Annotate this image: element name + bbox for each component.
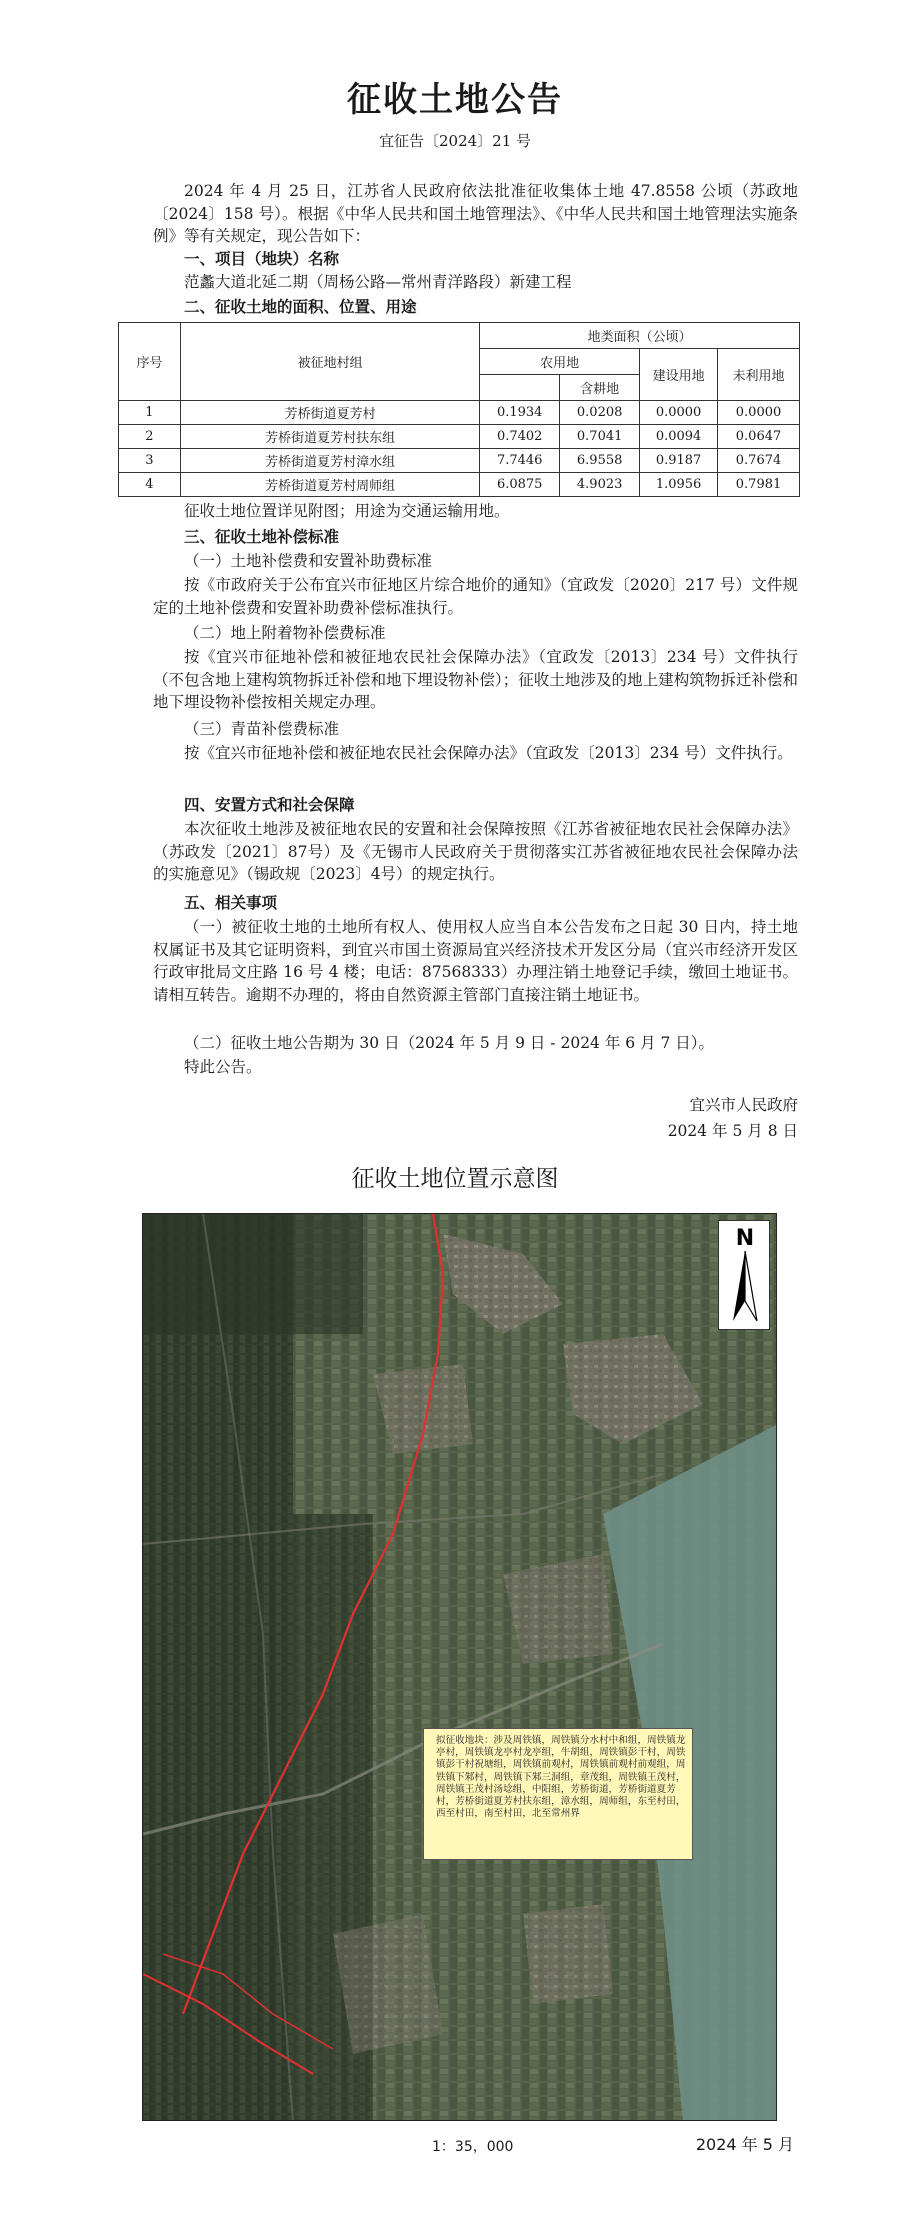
section-4-heading: 四、安置方式和社会保障 [184,796,355,814]
section-5-2-text: （二）征收土地公告期为 30 日（2024 年 5 月 9 日 - 2024 年 6 月 7 日）。 [184,1034,715,1052]
north-arrow-icon [718,1220,770,1330]
table-row [119,425,800,449]
row-build: 0.9187 [640,449,718,473]
row-agri: 0.7402 [480,425,560,449]
row-unused: 0.0647 [718,425,800,449]
table-header-build: 建设用地 [640,349,718,401]
north-label: N [735,1226,755,1251]
row-arable: 0.0208 [560,401,640,425]
row-group: 芳桥街道夏芳村扶东组 [180,425,479,449]
section-1-heading: 一、项目（地块）名称 [184,250,340,268]
row-no: 4 [119,473,181,497]
section-3-1-text: 按《市政府关于公布宜兴市征地区片综合地价的通知》（宜政发〔2020〕217 号）文件规定的土地补偿费和安置补助费补偿标准执行。 [153,576,798,617]
section-5-1-text: （一）被征收土地的土地所有权人、使用权人应当自本公告发布之日起 30 日内，持土地权属证书及其它证明资料，到宜兴市国土资源局宜兴经济技术开发区分局（宜兴市经济开发区行政审批局文庄路 16 号 4 楼；电话：87568333）办理注销土地登记手续，缴回土地证书。请相互转告。逾期不办理的，将由自然资源主管部门直接注销土地证书。 [153,918,798,1004]
section-3-1-heading: （一）土地补偿费和安置补助费标准 [184,552,433,570]
document-number: 宜征告〔2024〕21 号 [378,132,532,150]
satellite-image [143,1214,777,2121]
row-build: 1.0956 [640,473,718,497]
row-unused: 0.7981 [718,473,800,497]
row-no: 1 [119,401,181,425]
location-map [142,1213,777,2121]
row-build: 0.0000 [640,401,718,425]
section-3-3-heading: （三）青苗补偿费标准 [184,720,340,738]
row-arable: 4.9023 [560,473,640,497]
table-header-unused: 未利用地 [718,349,800,401]
table-header-agri: 农用地 [480,349,640,375]
section-3-3-text: 按《宜兴市征地补偿和被征地农民社会保障办法》（宜政发〔2013〕234 号）文件执行。 [184,744,793,762]
table-header-agri-total [480,375,560,401]
map-title: 征收土地位置示意图 [351,1166,559,1192]
table-header-arable: 含耕地 [560,375,640,401]
row-arable: 6.9558 [560,449,640,473]
project-name: 范蠡大道北延二期（周杨公路—常州青洋路段）新建工程 [184,273,572,291]
row-agri: 6.0875 [480,473,560,497]
section-5-heading: 五、相关事项 [184,894,278,912]
issue-date: 2024 年 5 月 8 日 [667,1122,798,1140]
map-date: 2024 年 5 月 [695,2135,794,2154]
location-note: 征收土地位置详见附图；用途为交通运输用地。 [184,502,510,520]
section-3-heading: 三、征收土地补偿标准 [184,528,340,546]
table-header-no: 序号 [119,323,181,401]
row-group: 芳桥街道夏芳村周师组 [180,473,479,497]
table-row [119,473,800,497]
map-scale: 1：35，000 [432,2139,514,2155]
issuer: 宜兴市人民政府 [689,1096,798,1114]
map-legend: 拟征收地块：涉及周铁镇，周铁镇分水村中和组，周铁镇龙亭村，周铁镇龙亭村龙亭组，牛胡组，周铁镇彭干村，周铁镇彭干村祝塘组，周铁镇前观村，周铁镇前观村前观组，周铁镇下邾村，周铁镇下邾三洞组，章茂组，周铁镇王茂村，周铁镇王茂村汤埝组，中阳组，芳桥街道，芳桥街道夏芳村，芳桥街道夏芳村扶东组，漳水组，周师组，东至村田，西至村田，南至村田，北至常州界 [423,1728,693,1860]
section-3-2-heading: （二）地上附着物补偿费标准 [184,624,386,642]
row-agri: 7.7446 [480,449,560,473]
row-build: 0.0094 [640,425,718,449]
section-3-2-text: 按《宜兴市征地补偿和被征地农民社会保障办法》（宜政发〔2013〕234 号）文件执行（不包含地上建构筑物拆迁补偿和地下埋设物补偿）；征收土地涉及的地上建构筑物拆迁补偿和地下埋设物补偿按相关规定办理。 [153,648,798,711]
row-arable: 0.7041 [560,425,640,449]
table-row [119,449,800,473]
row-group: 芳桥街道夏芳村 [180,401,479,425]
section-2-heading: 二、征收土地的面积、位置、用途 [184,298,417,316]
row-no: 3 [119,449,181,473]
row-unused: 0.0000 [718,401,800,425]
section-4-text: 本次征收土地涉及被征地农民的安置和社会保障按照《江苏省被征地农民社会保障办法》（苏政发〔2021〕87号）及《无锡市人民政府关于贯彻落实江苏省被征地农民社会保障办法的实施意见》（锡政规〔2023〕4号）的规定执行。 [153,820,798,883]
row-agri: 0.1934 [480,401,560,425]
table-header-group: 被征地村组 [180,323,479,401]
row-no: 2 [119,425,181,449]
table-header-area: 地类面积（公顷） [480,323,800,349]
table-row [119,401,800,425]
land-area-table [118,322,800,497]
row-unused: 0.7674 [718,449,800,473]
page-title: 征收土地公告 [347,80,563,120]
row-group: 芳桥街道夏芳村漳水组 [180,449,479,473]
intro-paragraph: 2024 年 4 月 25 日，江苏省人民政府依法批准征收集体土地 47.8558 公顷（苏政地〔2024〕158 号）。根据《中华人民共和国土地管理法》、《中华人民共和国土地管理法实施条例》等有关规定，现公告如下： [153,182,798,245]
closing-text: 特此公告。 [184,1058,262,1076]
